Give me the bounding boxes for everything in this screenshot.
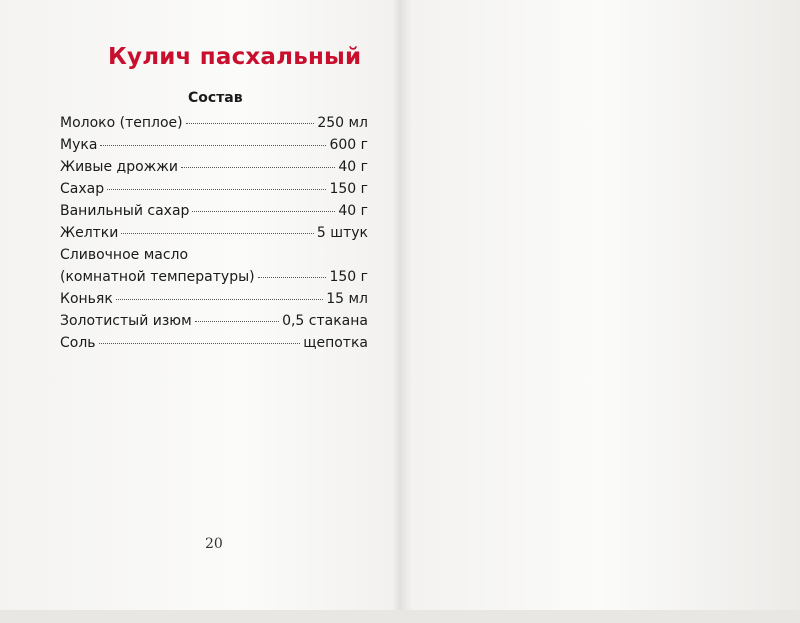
ingredient-name: Коньяк: [60, 291, 113, 307]
ingredient-quantity: 40 г: [338, 203, 368, 219]
ingredient-row: [60, 200, 368, 222]
ingredient-name: Сливочное масло: [60, 247, 189, 263]
ingredient-name: Соль: [60, 335, 96, 351]
ingredient-quantity: 5 штук: [316, 225, 368, 241]
ingredient-quantity: щепотка: [303, 335, 368, 351]
ingredient-quantity: 0,5 стакана: [282, 313, 368, 329]
ingredient-row: [60, 178, 368, 200]
ingredient-row: [60, 332, 368, 354]
ingredient-quantity: 600 г: [329, 137, 368, 153]
ingredient-row: [60, 288, 368, 310]
dot-leader: [121, 233, 314, 234]
ingredient-quantity: 150 г: [329, 269, 368, 285]
ingredient-name: Молоко (теплое): [60, 115, 183, 131]
ingredient-row: [60, 310, 368, 332]
dot-leader: [195, 321, 279, 322]
dot-leader: [192, 211, 335, 212]
dot-leader: [258, 277, 327, 278]
ingredient-row: [60, 266, 368, 288]
ingredient-name: Ванильный сахар: [60, 203, 190, 219]
ingredient-row: [60, 112, 368, 134]
ingredient-name: (комнатной температуры): [60, 269, 255, 285]
ingredient-name: Живые дрожжи: [60, 159, 179, 175]
ingredient-quantity: 150 г: [329, 181, 368, 197]
ingredient-name: Мука: [60, 137, 98, 153]
dot-leader: [116, 299, 323, 300]
dot-leader: [181, 167, 335, 168]
ingredients-heading: Состав: [188, 90, 243, 106]
ingredient-row: [60, 244, 368, 266]
ingredient-quantity: 250 мл: [317, 115, 368, 131]
ingredient-row: [60, 222, 368, 244]
ingredient-name: Сахар: [60, 181, 105, 197]
recipe-title: Кулич пасхальный: [108, 44, 362, 70]
left-page: [0, 0, 398, 610]
ingredient-row: [60, 156, 368, 178]
ingredient-quantity: 15 мл: [326, 291, 368, 307]
right-page: [402, 0, 800, 610]
ingredient-row: [60, 134, 368, 156]
dot-leader: [186, 123, 315, 124]
page-number-left: 20: [205, 536, 223, 552]
ingredient-quantity: 40 г: [338, 159, 368, 175]
ingredient-name: Желтки: [60, 225, 119, 241]
dot-leader: [107, 189, 326, 190]
ingredients-list: [60, 112, 368, 354]
ingredient-name: Золотистый изюм: [60, 313, 192, 329]
dot-leader: [100, 145, 326, 146]
dot-leader: [99, 343, 301, 344]
